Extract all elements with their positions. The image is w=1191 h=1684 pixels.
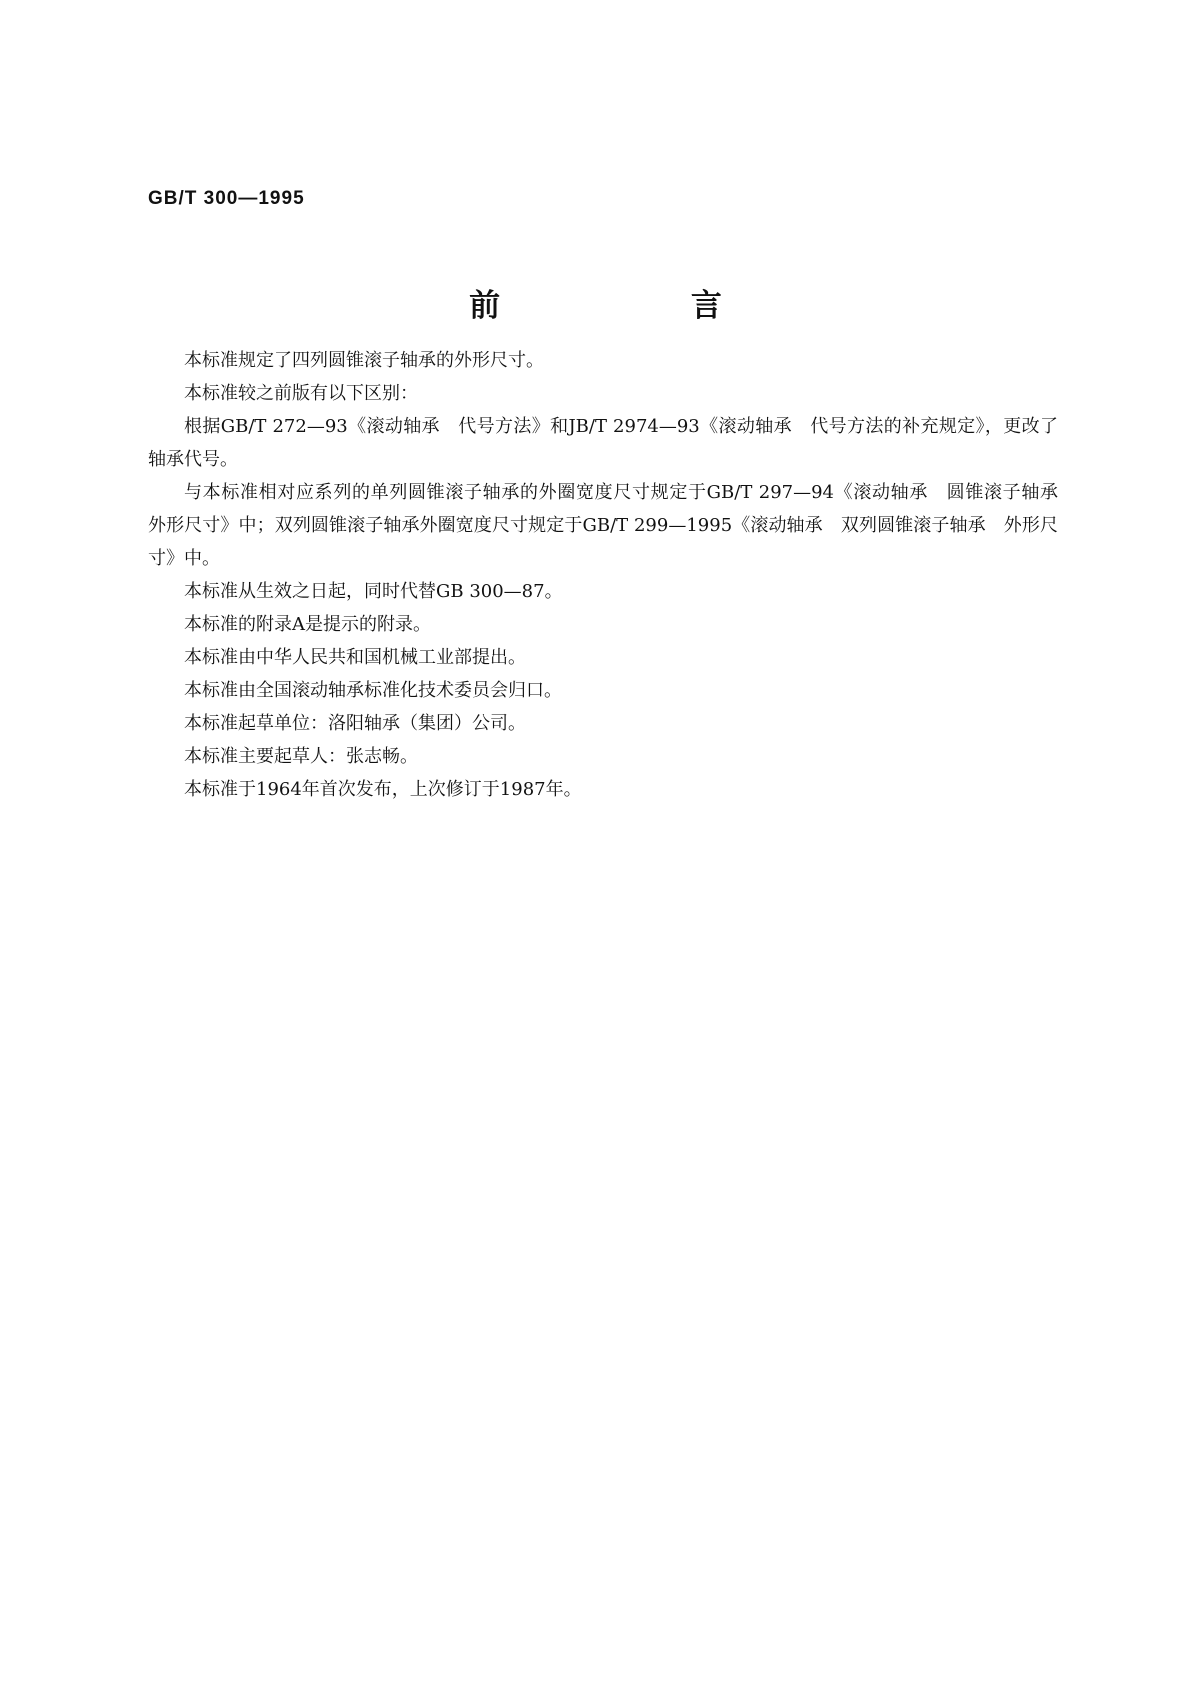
paragraph-differences-intro: 本标准较之前版有以下区别： [184, 383, 418, 404]
page-title: 前 言 [469, 288, 812, 324]
paragraph-drafting-unit: 本标准起草单位：洛阳轴承（集团）公司。 [184, 713, 526, 734]
paragraph-appendix: 本标准的附录A是提示的附录。 [184, 614, 431, 635]
paragraph-drafter: 本标准主要起草人：张志畅。 [184, 746, 418, 767]
paragraph-replacement: 本标准从生效之日起，同时代替GB 300—87。 [184, 581, 563, 602]
paragraph-related-series: 与本标准相对应系列的单列圆锥滚子轴承的外圈宽度尺寸规定于GB/T 297—94《滚动轴承 圆锥滚子轴承 外形尺寸》中；双列圆锥滚子轴承外圈宽度尺寸规定于GB/T 299—1995《滚动轴承 双列圆锥滚子轴承 外形尺寸》中。 [148, 482, 1076, 569]
standard-code: GB/T 300—1995 [148, 188, 305, 209]
paragraph-scope: 本标准规定了四列圆锥滚子轴承的外形尺寸。 [184, 350, 544, 371]
paragraph-history: 本标准于1964年首次发布，上次修订于1987年。 [184, 779, 582, 800]
paragraph-proposer: 本标准由中华人民共和国机械工业部提出。 [184, 647, 526, 668]
foreword-body [148, 344, 1076, 806]
paragraph-code-change: 根据GB/T 272—93《滚动轴承 代号方法》和JB/T 2974—93《滚动轴承 代号方法的补充规定》，更改了轴承代号。 [148, 416, 1058, 470]
paragraph-administrator: 本标准由全国滚动轴承标准化技术委员会归口。 [184, 680, 562, 701]
